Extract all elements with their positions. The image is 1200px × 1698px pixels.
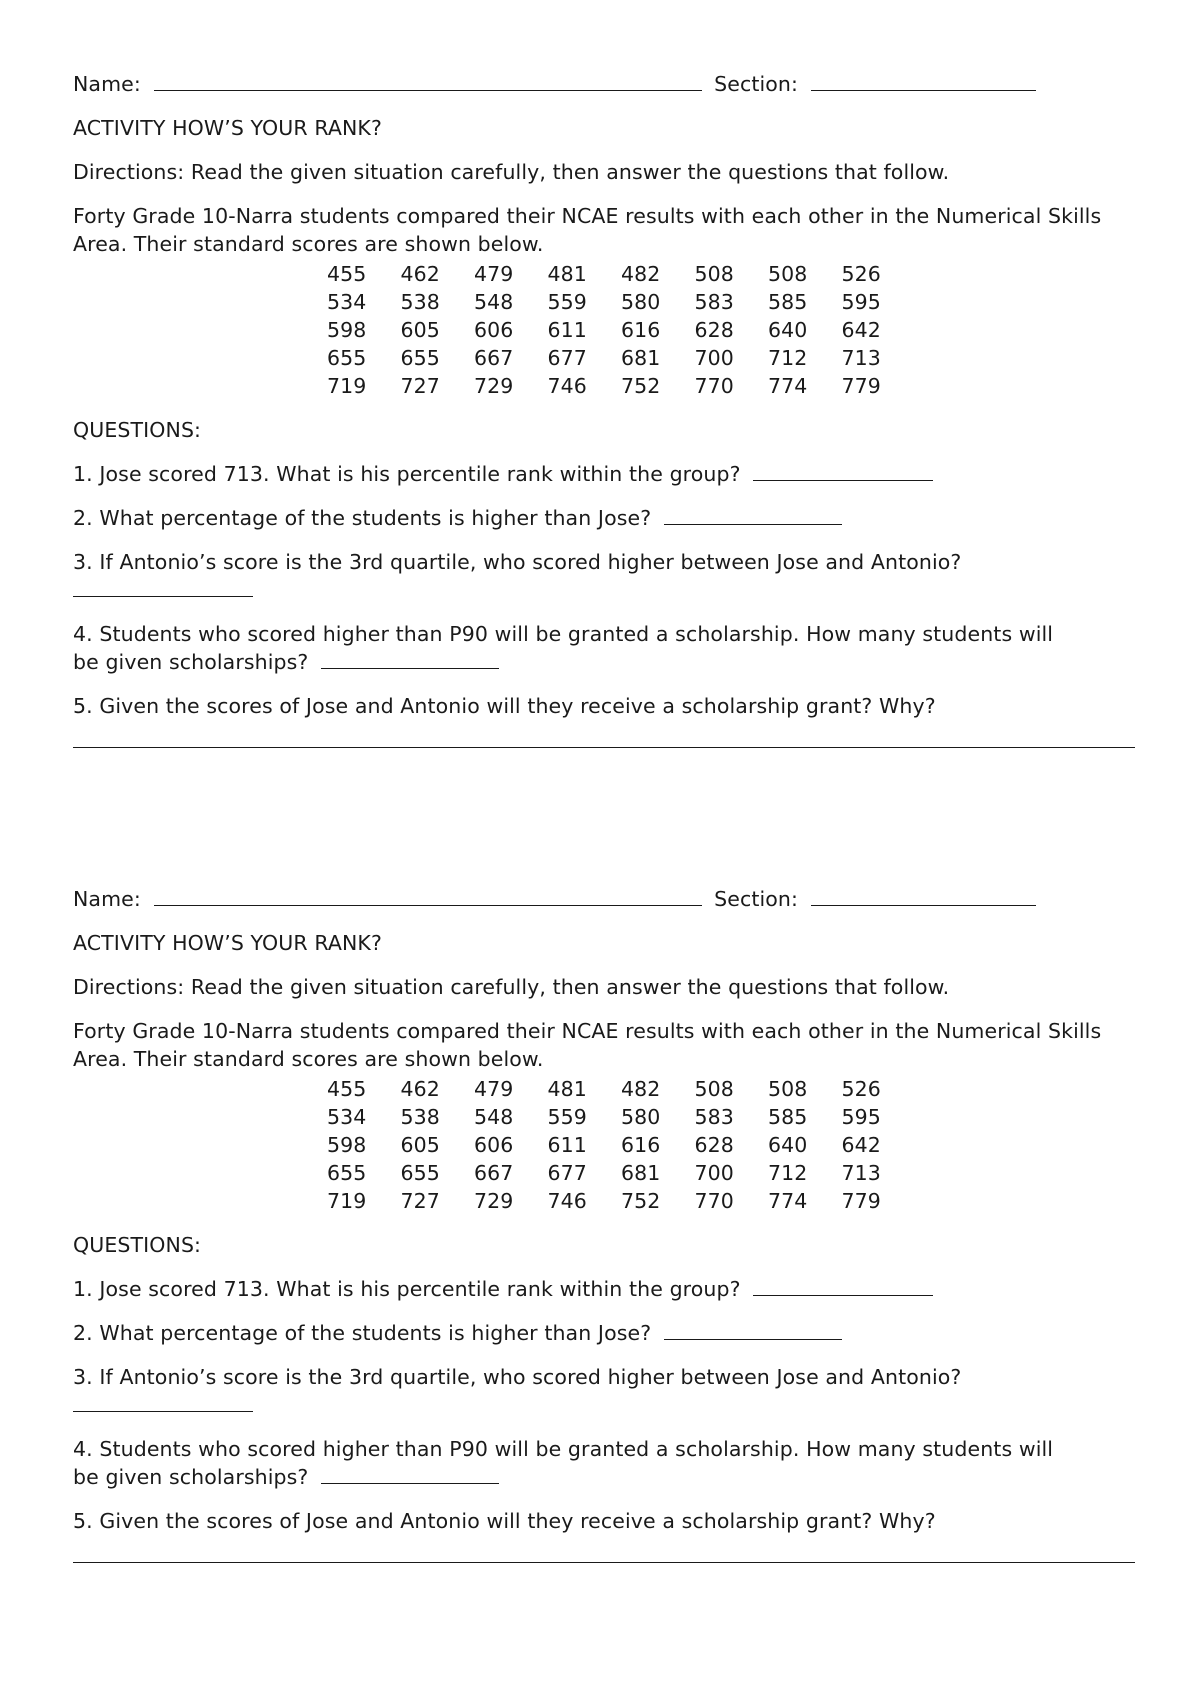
question-5-text: 5. Given the scores of Jose and Antonio will they receive a scholarship grant? Why? [73,694,936,718]
score-cell: 583 [694,1105,734,1129]
score-cell: 712 [768,346,808,370]
score-cell: 642 [841,1133,881,1157]
score-cell: 482 [621,1077,661,1101]
question-1-answer-blank[interactable] [753,460,933,481]
score-cell: 595 [841,290,881,314]
score-cell: 677 [547,346,587,370]
score-cell: 640 [768,318,808,342]
score-cell: 462 [400,1077,440,1101]
score-cell: 681 [621,346,661,370]
scores-table [327,260,915,400]
section-label: Section: [714,72,799,96]
question-3-answer-blank[interactable] [73,1391,253,1412]
score-cell: 595 [841,1105,881,1129]
question-2 [73,504,1133,532]
question-1 [73,1275,1133,1303]
score-cell: 727 [400,1189,440,1213]
question-2-answer-blank[interactable] [664,1319,842,1340]
score-cell: 548 [474,1105,514,1129]
table-row [327,344,915,372]
question-4 [73,620,1133,676]
score-cell: 585 [768,290,808,314]
score-cell: 727 [400,374,440,398]
table-row [327,372,915,400]
score-cell: 455 [327,1077,367,1101]
score-cell: 655 [400,346,440,370]
score-cell: 719 [327,1189,367,1213]
name-blank[interactable] [154,70,702,91]
score-cell: 479 [474,1077,514,1101]
question-2-text: 2. What percentage of the students is higher than Jose? [73,506,652,530]
score-cell: 580 [621,1105,661,1129]
question-4-text-line-2: be given scholarships? [73,1465,309,1489]
score-cell: 481 [547,262,587,286]
question-2-text: 2. What percentage of the students is higher than Jose? [73,1321,652,1345]
question-4 [73,1435,1133,1491]
score-cell: 628 [694,1133,734,1157]
score-cell: 580 [621,290,661,314]
activity-title: ACTIVITY HOW’S YOUR RANK? [73,931,382,955]
name-section-row [73,885,1133,913]
activity-title: ACTIVITY HOW’S YOUR RANK? [73,116,382,140]
worksheet-1 [73,70,1133,748]
score-cell: 712 [768,1161,808,1185]
score-cell: 606 [474,318,514,342]
question-2-answer-blank[interactable] [664,504,842,525]
score-cell: 700 [694,346,734,370]
score-cell: 713 [841,346,881,370]
score-cell: 538 [400,290,440,314]
score-cell: 605 [400,318,440,342]
table-row [327,260,915,288]
score-cell: 746 [547,374,587,398]
score-cell: 526 [841,1077,881,1101]
section-blank[interactable] [811,885,1036,906]
worksheet-2 [73,885,1133,1563]
question-5-answer-line[interactable] [73,746,1135,748]
score-cell: 598 [327,1133,367,1157]
directions-text: Directions: Read the given situation carefully, then answer the questions that follow. [73,975,950,999]
score-cell: 655 [327,1161,367,1185]
section-label: Section: [714,887,799,911]
score-cell: 681 [621,1161,661,1185]
score-cell: 779 [841,1189,881,1213]
score-cell: 481 [547,1077,587,1101]
score-cell: 534 [327,290,367,314]
score-cell: 538 [400,1105,440,1129]
score-cell: 642 [841,318,881,342]
question-3 [73,548,1133,604]
score-cell: 774 [768,1189,808,1213]
score-cell: 479 [474,262,514,286]
question-4-text-line-1: 4. Students who scored higher than P90 will be granted a scholarship. How many students will [73,622,1054,646]
question-1-answer-blank[interactable] [753,1275,933,1296]
score-cell: 616 [621,318,661,342]
score-cell: 606 [474,1133,514,1157]
score-cell: 559 [547,1105,587,1129]
question-2 [73,1319,1133,1347]
question-5-answer-line[interactable] [73,1561,1135,1563]
score-cell: 508 [768,262,808,286]
score-cell: 677 [547,1161,587,1185]
situation-text: Forty Grade 10-Narra students compared their NCAE results with each other in the Numerical Skills Area. Their standard scores are shown below. [73,204,1102,256]
score-cell: 611 [547,1133,587,1157]
score-cell: 534 [327,1105,367,1129]
table-row [327,1187,915,1215]
score-cell: 667 [474,1161,514,1185]
table-row [327,1159,915,1187]
score-cell: 752 [621,1189,661,1213]
situation-text: Forty Grade 10-Narra students compared their NCAE results with each other in the Numerical Skills Area. Their standard scores are shown below. [73,1019,1102,1071]
question-5-text: 5. Given the scores of Jose and Antonio will they receive a scholarship grant? Why? [73,1509,936,1533]
question-4-text-line-2: be given scholarships? [73,650,309,674]
score-cell: 655 [400,1161,440,1185]
score-cell: 700 [694,1161,734,1185]
score-cell: 482 [621,262,661,286]
score-cell: 729 [474,1189,514,1213]
score-cell: 770 [694,374,734,398]
name-label: Name: [73,72,141,96]
score-cell: 548 [474,290,514,314]
name-label: Name: [73,887,141,911]
question-3-answer-blank[interactable] [73,576,253,597]
score-cell: 585 [768,1105,808,1129]
score-cell: 655 [327,346,367,370]
score-cell: 611 [547,318,587,342]
table-row [327,1103,915,1131]
question-3-text: 3. If Antonio’s score is the 3rd quartile, who scored higher between Jose and Antonio? [73,550,962,574]
score-cell: 640 [768,1133,808,1157]
score-cell: 598 [327,318,367,342]
question-4-text-line-1: 4. Students who scored higher than P90 will be granted a scholarship. How many students will [73,1437,1054,1461]
score-cell: 508 [768,1077,808,1101]
table-row [327,1131,915,1159]
score-cell: 559 [547,290,587,314]
score-cell: 526 [841,262,881,286]
question-4-answer-blank[interactable] [321,1463,499,1484]
score-cell: 729 [474,374,514,398]
score-cell: 462 [400,262,440,286]
section-blank[interactable] [811,70,1036,91]
question-1-text: 1. Jose scored 713. What is his percentile rank within the group? [73,462,741,486]
questions-heading: QUESTIONS: [73,1233,202,1257]
directions-text: Directions: Read the given situation carefully, then answer the questions that follow. [73,160,950,184]
score-cell: 713 [841,1161,881,1185]
score-cell: 719 [327,374,367,398]
name-section-row [73,70,1133,98]
score-cell: 616 [621,1133,661,1157]
table-row [327,288,915,316]
scores-table [327,1075,915,1215]
score-cell: 774 [768,374,808,398]
question-1-text: 1. Jose scored 713. What is his percentile rank within the group? [73,1277,741,1301]
table-row [327,1075,915,1103]
score-cell: 746 [547,1189,587,1213]
score-cell: 583 [694,290,734,314]
question-1 [73,460,1133,488]
score-cell: 508 [694,262,734,286]
question-3 [73,1363,1133,1419]
score-cell: 770 [694,1189,734,1213]
score-cell: 752 [621,374,661,398]
score-cell: 628 [694,318,734,342]
score-cell: 605 [400,1133,440,1157]
question-4-answer-blank[interactable] [321,648,499,669]
score-cell: 455 [327,262,367,286]
score-cell: 779 [841,374,881,398]
questions-heading: QUESTIONS: [73,418,202,442]
score-cell: 508 [694,1077,734,1101]
table-row [327,316,915,344]
name-blank[interactable] [154,885,702,906]
score-cell: 667 [474,346,514,370]
question-3-text: 3. If Antonio’s score is the 3rd quartile, who scored higher between Jose and Antonio? [73,1365,962,1389]
